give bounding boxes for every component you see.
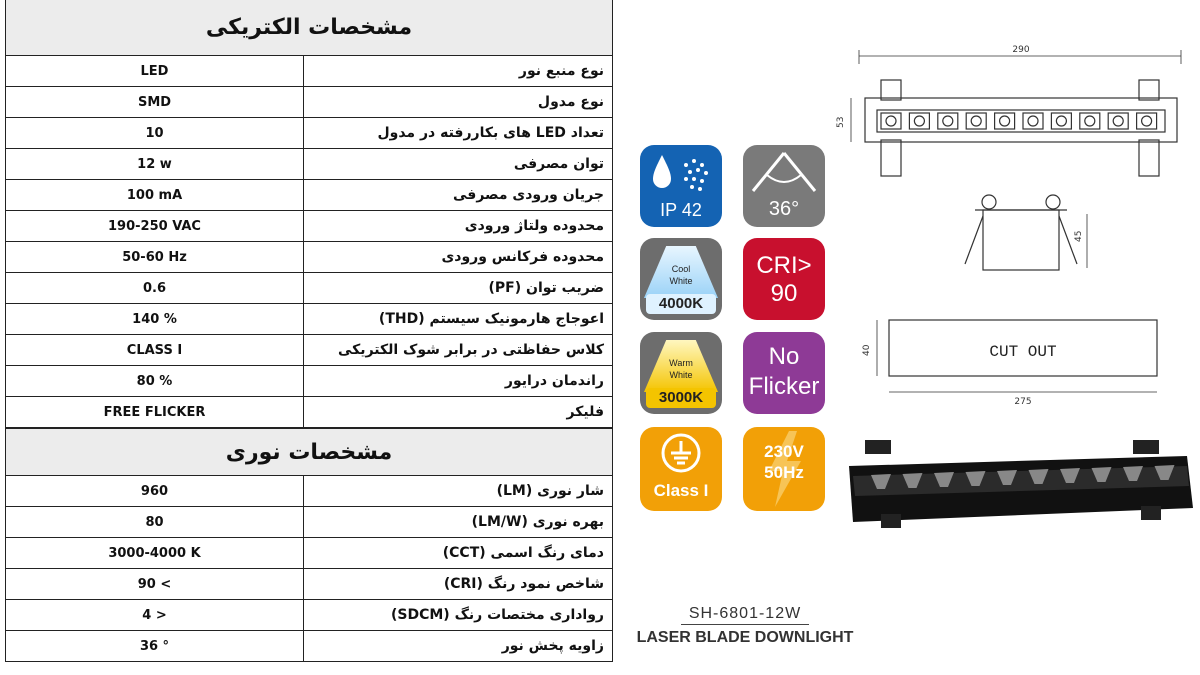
flicker-line1: No: [768, 343, 800, 370]
spec-value: 0.6: [6, 273, 304, 303]
spec-value: 190-250 VAC: [6, 211, 304, 241]
warm-kelvin-text: 3000K: [646, 388, 716, 408]
cri-line2: 90: [770, 280, 798, 307]
water-drop-icon: [640, 145, 722, 201]
spec-row: [6, 366, 612, 397]
spec-row: [6, 273, 612, 304]
beam-angle-icon: [743, 145, 825, 201]
class-text: Class I: [653, 481, 709, 500]
cool-white-label: White: [669, 276, 693, 286]
spec-value: CLASS I: [6, 335, 304, 365]
voltage-badge: [743, 427, 825, 511]
spec-row: [6, 335, 612, 366]
class-i-badge: [640, 427, 722, 511]
spec-row: [6, 180, 612, 211]
spec-label: راندمان درایور: [504, 373, 604, 389]
cool-label: Cool: [671, 264, 691, 274]
spec-row: [6, 211, 612, 242]
led-lens: [886, 116, 896, 126]
led-lens: [1000, 116, 1010, 126]
warm-label: Warm: [669, 358, 693, 368]
spec-row: [6, 149, 612, 180]
beam-angle-text: 36°: [768, 198, 800, 220]
spec-value: 3000-4000 K: [6, 538, 304, 568]
spec-label: شاخص نمود رنگ (CRI): [443, 576, 604, 592]
led-lens: [1113, 116, 1123, 126]
spec-label: محدوده فرکانس ورودی: [441, 249, 604, 265]
beam-angle-badge: [743, 145, 825, 227]
spec-label: بهره نوری (LM/W): [471, 514, 604, 530]
spec-label: کلاس حفاظتی در برابر شوک الکتریکی: [338, 342, 604, 358]
product-caption: [630, 605, 860, 647]
spec-label: نوع مدول: [537, 94, 604, 110]
led-lens: [1085, 116, 1095, 126]
spec-label: ضریب توان (PF): [488, 280, 604, 296]
cut-out-label: CUT OUT: [989, 343, 1057, 361]
spec-row: [6, 304, 612, 335]
led-lens: [971, 116, 981, 126]
spec-table: [5, 0, 613, 662]
cri-text: [743, 252, 825, 308]
spec-value: 36 °: [6, 631, 304, 661]
spec-value: 10: [6, 118, 304, 148]
spec-row: [6, 569, 612, 600]
spec-value: 4 >: [6, 600, 304, 630]
spec-label: رواداری مختصات رنگ (SDCM): [390, 607, 604, 623]
cool-white-badge: [640, 238, 722, 320]
spec-row: [6, 87, 612, 118]
spec-value: LED: [6, 56, 304, 86]
spec-value: 960: [6, 476, 304, 506]
voltage-line2: 50Hz: [764, 463, 804, 482]
spec-label: زاویه پخش نور: [501, 638, 604, 654]
spec-label: جریان ورودی مصرفی: [453, 187, 604, 203]
ip-rating-text: IP 42: [660, 200, 702, 220]
product-name: LASER BLADE DOWNLIGHT: [636, 629, 854, 646]
spec-label: نوع منبع نور: [518, 63, 604, 79]
product-image: [845, 436, 1197, 532]
spec-value: SMD: [6, 87, 304, 117]
spec-value: 12 w: [6, 149, 304, 179]
warm-white-label: White: [669, 370, 693, 380]
no-flicker-badge: [743, 332, 825, 414]
led-lens: [943, 116, 953, 126]
led-lens: [1142, 116, 1152, 126]
spec-row: [6, 242, 612, 273]
cut-width-dimension: 275: [1014, 397, 1032, 407]
spec-row: [6, 631, 612, 662]
spec-value: 50-60 Hz: [6, 242, 304, 272]
cool-kelvin-text: 4000K: [646, 294, 716, 314]
side-view-drawing: [965, 195, 1087, 270]
ip42-badge: [640, 145, 722, 227]
spec-label: محدوده ولتاژ ورودی: [464, 218, 604, 234]
spec-row: [6, 538, 612, 569]
spec-value: 140 %: [6, 304, 304, 334]
cri-line1: CRI>: [756, 252, 812, 279]
spec-row: [6, 118, 612, 149]
spec-value: 80: [6, 507, 304, 537]
spec-label: دمای رنگ اسمی (CCT): [442, 545, 604, 561]
electrical-rows: [6, 56, 612, 428]
flicker-line2: Flicker: [748, 373, 820, 400]
spec-row: [6, 56, 612, 87]
optical-section-title: مشخصات نوری: [6, 428, 612, 476]
cri-badge: [743, 238, 825, 320]
depth-dimension: 45: [1074, 230, 1084, 242]
height-dimension: 53: [836, 116, 846, 128]
spec-value: 90 <: [6, 569, 304, 599]
spec-label: تعداد LED های بکاررفته در مدول: [377, 125, 604, 141]
spec-value: 100 mA: [6, 180, 304, 210]
spec-row: [6, 397, 612, 428]
led-lens: [914, 116, 924, 126]
led-lens: [1028, 116, 1038, 126]
spec-row: [6, 600, 612, 631]
spec-label: شار نوری (LM): [496, 483, 604, 499]
width-dimension: 290: [1012, 45, 1030, 55]
voltage-text: [743, 441, 825, 483]
top-view-drawing: [851, 50, 1181, 176]
cut-height-dimension: 40: [862, 344, 872, 356]
spec-label: فلیکر: [566, 404, 604, 420]
flicker-text: [743, 342, 825, 402]
spec-value: 80 %: [6, 366, 304, 396]
warm-white-badge: [640, 332, 722, 414]
ground-icon: [640, 427, 722, 483]
spec-row: [6, 476, 612, 507]
technical-drawing: [836, 38, 1195, 448]
spec-label: اعوجاج هارمونیک سیستم (THD): [378, 311, 604, 327]
electrical-section-title: مشخصات الکتریکی: [6, 0, 612, 56]
optical-rows: [6, 476, 612, 662]
product-code: SH-6801-12W: [681, 605, 809, 625]
spec-row: [6, 507, 612, 538]
led-lens: [1056, 116, 1066, 126]
spec-label: توان مصرفی: [513, 156, 604, 172]
spec-value: FREE FLICKER: [6, 397, 304, 427]
voltage-line1: 230V: [764, 442, 804, 461]
